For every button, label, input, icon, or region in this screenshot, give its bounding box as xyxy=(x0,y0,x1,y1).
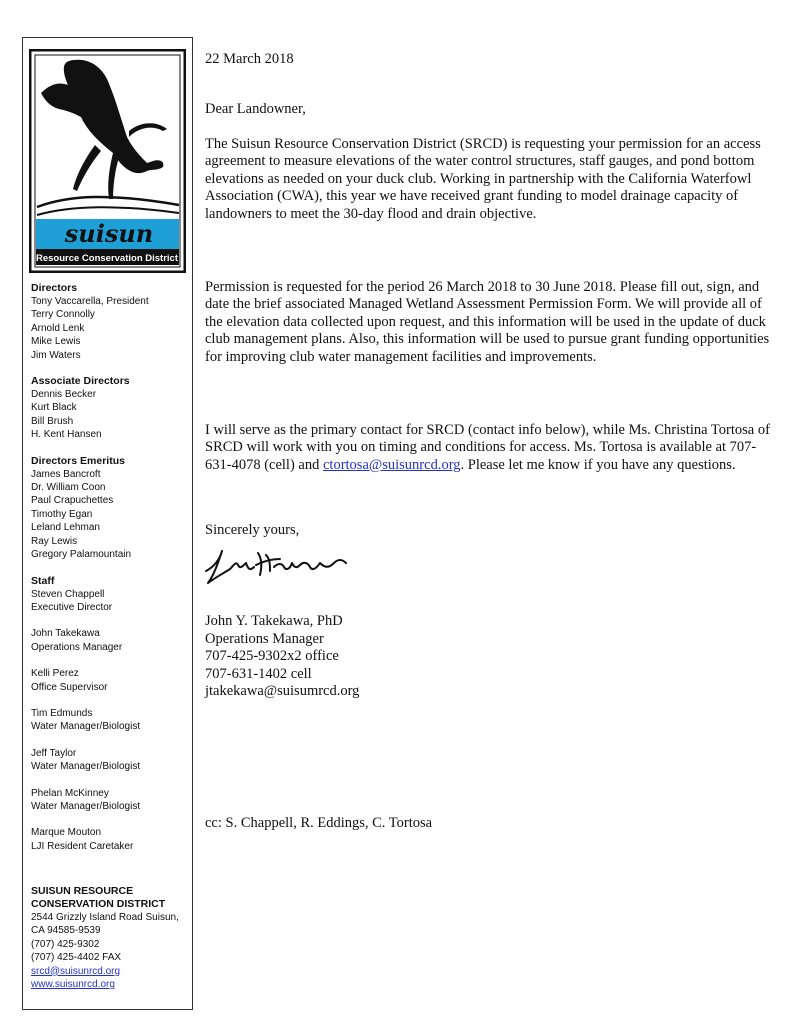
signer-cell-phone: 707-631-1402 cell xyxy=(205,665,312,682)
staff-name: Steven Chappell xyxy=(31,588,105,600)
section-heading: Associate Directors xyxy=(31,375,130,388)
org-name-line2: CONSERVATION DISTRICT xyxy=(31,898,166,910)
section-heading: Staff xyxy=(31,574,55,587)
list-item: Dr. William Coon xyxy=(31,482,106,494)
staff-title: Water Manager/Biologist xyxy=(31,800,141,812)
staff-name: Kelli Perez xyxy=(31,668,79,680)
org-phone: (707) 425-9302 xyxy=(31,938,100,950)
list-item: Jim Waters xyxy=(31,349,81,361)
staff-title: Executive Director xyxy=(31,601,113,613)
staff-name: Tim Edmunds xyxy=(31,707,93,719)
signer-email: jtakekawa@suisumrcd.org xyxy=(205,683,360,700)
signer-title: Operations Manager xyxy=(205,630,324,647)
signer-name: John Y. Takekawa, PhD xyxy=(205,613,343,629)
staff-title: Operations Manager xyxy=(31,641,123,653)
list-item: James Bancroft xyxy=(31,468,101,480)
section-heading: Directors xyxy=(31,282,78,294)
list-item: Timothy Egan xyxy=(31,508,93,520)
body-paragraph-2: Permission is requested for the period 26 March 2018 to 30 June 2018. Please fill out, sign, and date the brief associated Managed Wetland Assessment Permission Form. We will provide all of the elevation data collected upon request, and this information will be used in the update of duck club management plans. Also, this information will be used to pursue grant funding opportunities for improving club water management facilities and improvements. xyxy=(205,278,770,365)
letter-date: 22 March 2018 xyxy=(205,50,294,67)
staff-section xyxy=(31,575,191,854)
handwritten-signature xyxy=(200,541,350,587)
staff-title: Office Supervisor xyxy=(31,681,108,693)
cc-line: cc: S. Chappell, R. Eddings, C. Tortosa xyxy=(205,814,433,831)
closing: Sincerely yours, xyxy=(205,521,300,538)
list-item: Ray Lewis xyxy=(31,535,78,547)
list-item: Tony Vaccarella, President xyxy=(31,296,149,307)
staff-title: Water Manager/Biologist xyxy=(31,761,141,773)
staff-name: Phelan McKinney xyxy=(31,787,109,799)
staff-name: Marque Mouton xyxy=(31,827,102,839)
paragraph-text: . Please let me know if you have any questions. xyxy=(460,456,736,473)
org-address-line2: CA 94585-9539 xyxy=(31,925,101,937)
logo-caption: Resource Conservation District xyxy=(35,253,179,264)
paragraph-text: I will serve as the primary contact for SRCD (contact info below), while Ms. Christina Tortosa of SRCD will work with you on timing and conditions for access. Ms. Tortosa is available at 707-631-4078 (cell) and xyxy=(205,421,770,473)
list-item: H. Kent Hansen xyxy=(31,429,102,441)
list-item: Arnold Lenk xyxy=(31,322,85,334)
org-website-link[interactable]: www.suisunrcd.org xyxy=(31,979,115,991)
list-item: Kurt Black xyxy=(31,402,77,414)
org-contact-block xyxy=(31,885,191,991)
list-item: Terry Connolly xyxy=(31,309,95,321)
org-address-line1: 2544 Grizzly Island Road Suisun, xyxy=(31,912,179,923)
list-item: Dennis Becker xyxy=(31,389,97,401)
directors-section xyxy=(31,282,191,362)
staff-title: Water Manager/Biologist xyxy=(31,721,141,733)
org-email-link[interactable]: srcd@suisunrcd.org xyxy=(31,965,121,977)
srcd-logo xyxy=(29,49,186,273)
associate-directors-section xyxy=(31,375,191,442)
staff-name: Jeff Taylor xyxy=(31,747,77,759)
board-list xyxy=(31,282,191,853)
signature-block xyxy=(205,613,359,701)
tortosa-email-link[interactable]: ctortosa@suisunrcd.org xyxy=(322,456,461,473)
signer-office-phone: 707-425-9302x2 office xyxy=(205,648,339,665)
salutation: Dear Landowner, xyxy=(205,100,306,117)
list-item: Bill Brush xyxy=(31,415,74,427)
list-item: Leland Lehman xyxy=(31,522,100,534)
body-paragraph-3 xyxy=(205,422,775,475)
directors-emeritus-section xyxy=(31,455,191,562)
staff-title: LJI Resident Caretaker xyxy=(31,840,134,852)
org-fax: (707) 425-4402 FAX xyxy=(31,952,122,964)
section-heading: Directors Emeritus xyxy=(31,454,125,467)
list-item: Gregory Palamountain xyxy=(31,549,132,561)
body-paragraph-1: The Suisun Resource Conservation District (SRCD) is requesting your permission for an access agreement to measure elevations of the water control structures, staff gauges, and pond bottom elevations as needed on your duck club. Working in partnership with the California Waterfowl Association (CWA), this year we have received grant funding to model drainage capacity of landowners to meet the 30-day flood and drain objective. xyxy=(205,135,761,222)
letterhead-sidebar xyxy=(22,37,193,1010)
staff-name: John Takekawa xyxy=(31,628,100,640)
list-item: Mike Lewis xyxy=(31,336,81,348)
org-name-line1: SUISUN RESOURCE xyxy=(31,885,134,897)
list-item: Paul Crapuchettes xyxy=(31,495,114,507)
logo-word: suisun xyxy=(64,219,154,248)
